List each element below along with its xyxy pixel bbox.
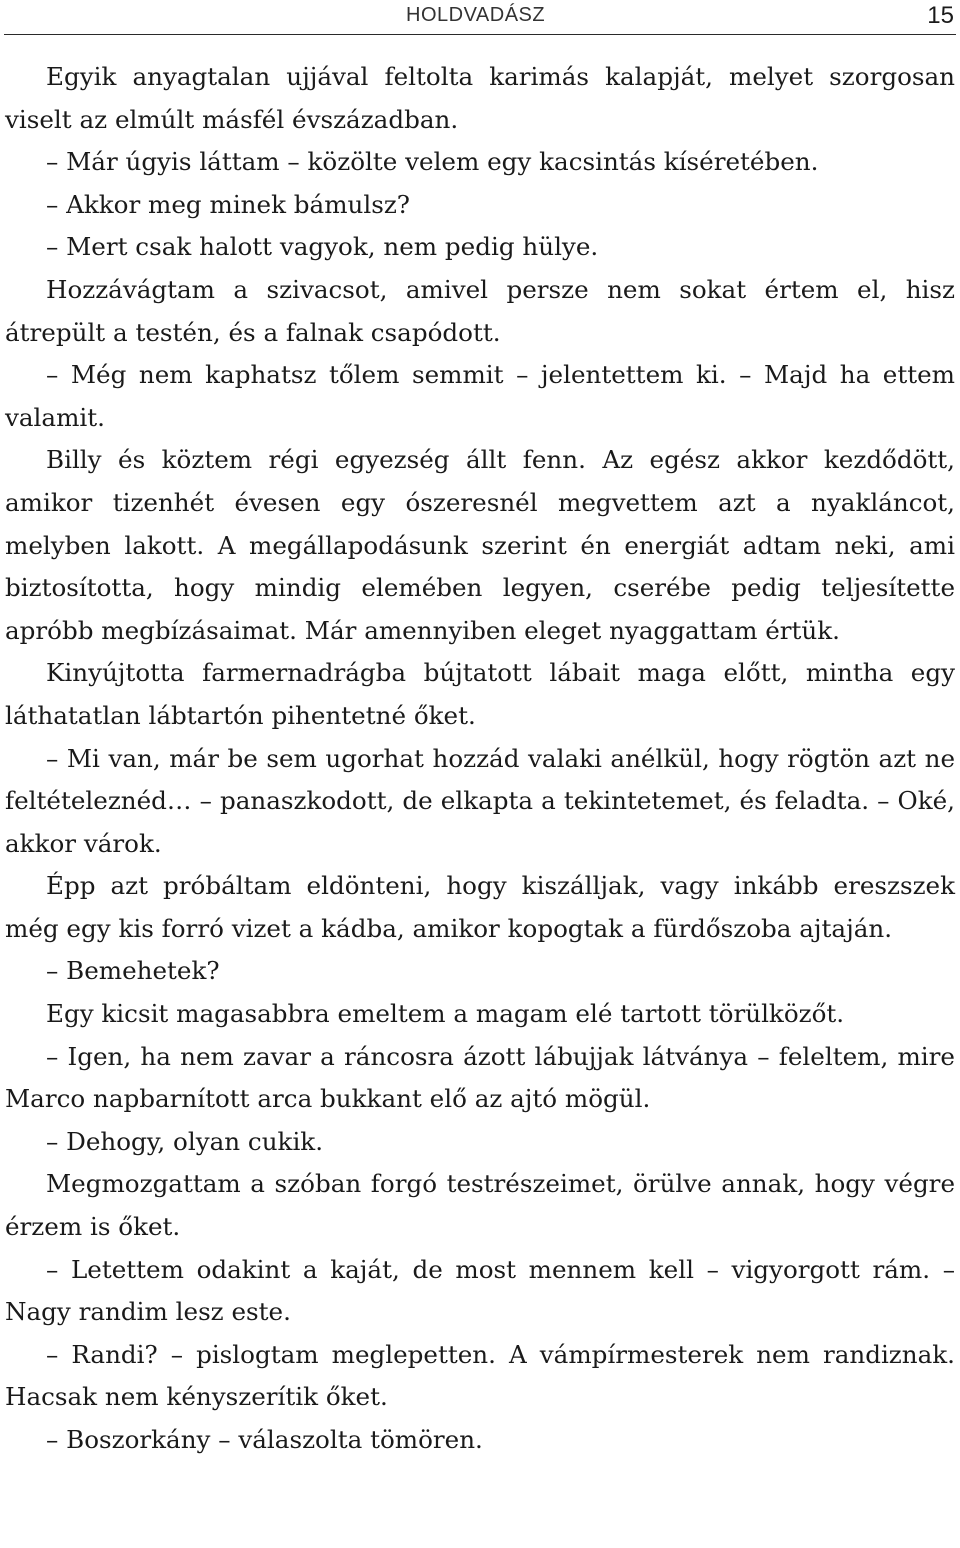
paragraph: Megmozgattam a szóban forgó testrészeimet, örülve annak, hogy végre érzem is őket. [5,1169,955,1242]
paragraph: – Még nem kaphatsz tőlem semmit – jelentettem ki. – Majd ha ettem valamit. [5,360,955,432]
paragraph: – Boszorkány – válaszolta tömören. [46,1425,483,1454]
paragraph: – Igen, ha nem zavar a ráncosra ázott lábujjak látványa – feleltem, mire Marco napbarnított arca bukkant elő az ajtó mögül. [5,1041,955,1114]
paragraph: Kinyújtotta farmernadrágba bújtatott lábait maga előtt, mintha egy láthatatlan lábtartón pihentetné őket. [5,658,955,730]
page-number: 15 [927,2,954,29]
paragraph: – Már úgyis láttam – közölte velem egy kacsintás kíséretében. [46,147,819,177]
paragraph: – Randi? – pislogtam meglepetten. A vámpírmesterek nem randiznak. Hacsak nem kényszerítik őket. [5,1339,955,1412]
paragraph: – Mi van, már be sem ugorhat hozzád valaki anélkül, hogy rögtön azt ne feltételeznéd… – panaszkodott, de elkapta a tekintetemet, és feladta. – Oké, akkor várok. [5,743,955,858]
paragraph: – Mert csak halott vagyok, nem pedig hülye. [46,232,599,262]
paragraph: Egyik anyagtalan ujjával feltolta karimás kalapját, melyet szorgosan viselt az elmúlt másfél évszázadban. [5,62,955,134]
paragraph: – Akkor meg minek bámulsz? [46,189,410,219]
running-header [4,0,956,35]
paragraph: – Dehogy, olyan cukik. [46,1126,324,1156]
paragraph: Hozzávágtam a szivacsot, amivel persze nem sokat értem el, hisz átrepült a testén, és a falnak csapódott. [5,274,955,347]
paragraph: – Bemehetek? [46,956,220,986]
paragraph: Billy és köztem régi egyezség állt fenn. Az egész akkor kezdődött, amikor tizenhét évesen egy ószeresnél megvettem azt a nyakláncot, melyben lakott. A megállapodásunk szerint én energiát adtam neki, ami biztosította, hogy mindig elemében legyen, cserébe pedig teljesítette apróbb megbízásaimat. Már amennyiben eleget nyaggattam értük. [5,445,955,645]
paragraph: – Letettem odakint a kaját, de most mennem kell – vigyorgott rám. – Nagy randim lesz este. [5,1254,955,1327]
body-text [5,56,955,1462]
running-header-title: HOLDVADÁSZ [406,4,546,26]
paragraph: Épp azt próbáltam eldönteni, hogy kiszálljak, vagy inkább ereszszek még egy kis forró vizet a kádba, amikor kopogtak a fürdőszoba ajtaján. [5,871,955,943]
paragraph: Egy kicsit magasabbra emeltem a magam elé tartott törülközőt. [46,999,845,1029]
